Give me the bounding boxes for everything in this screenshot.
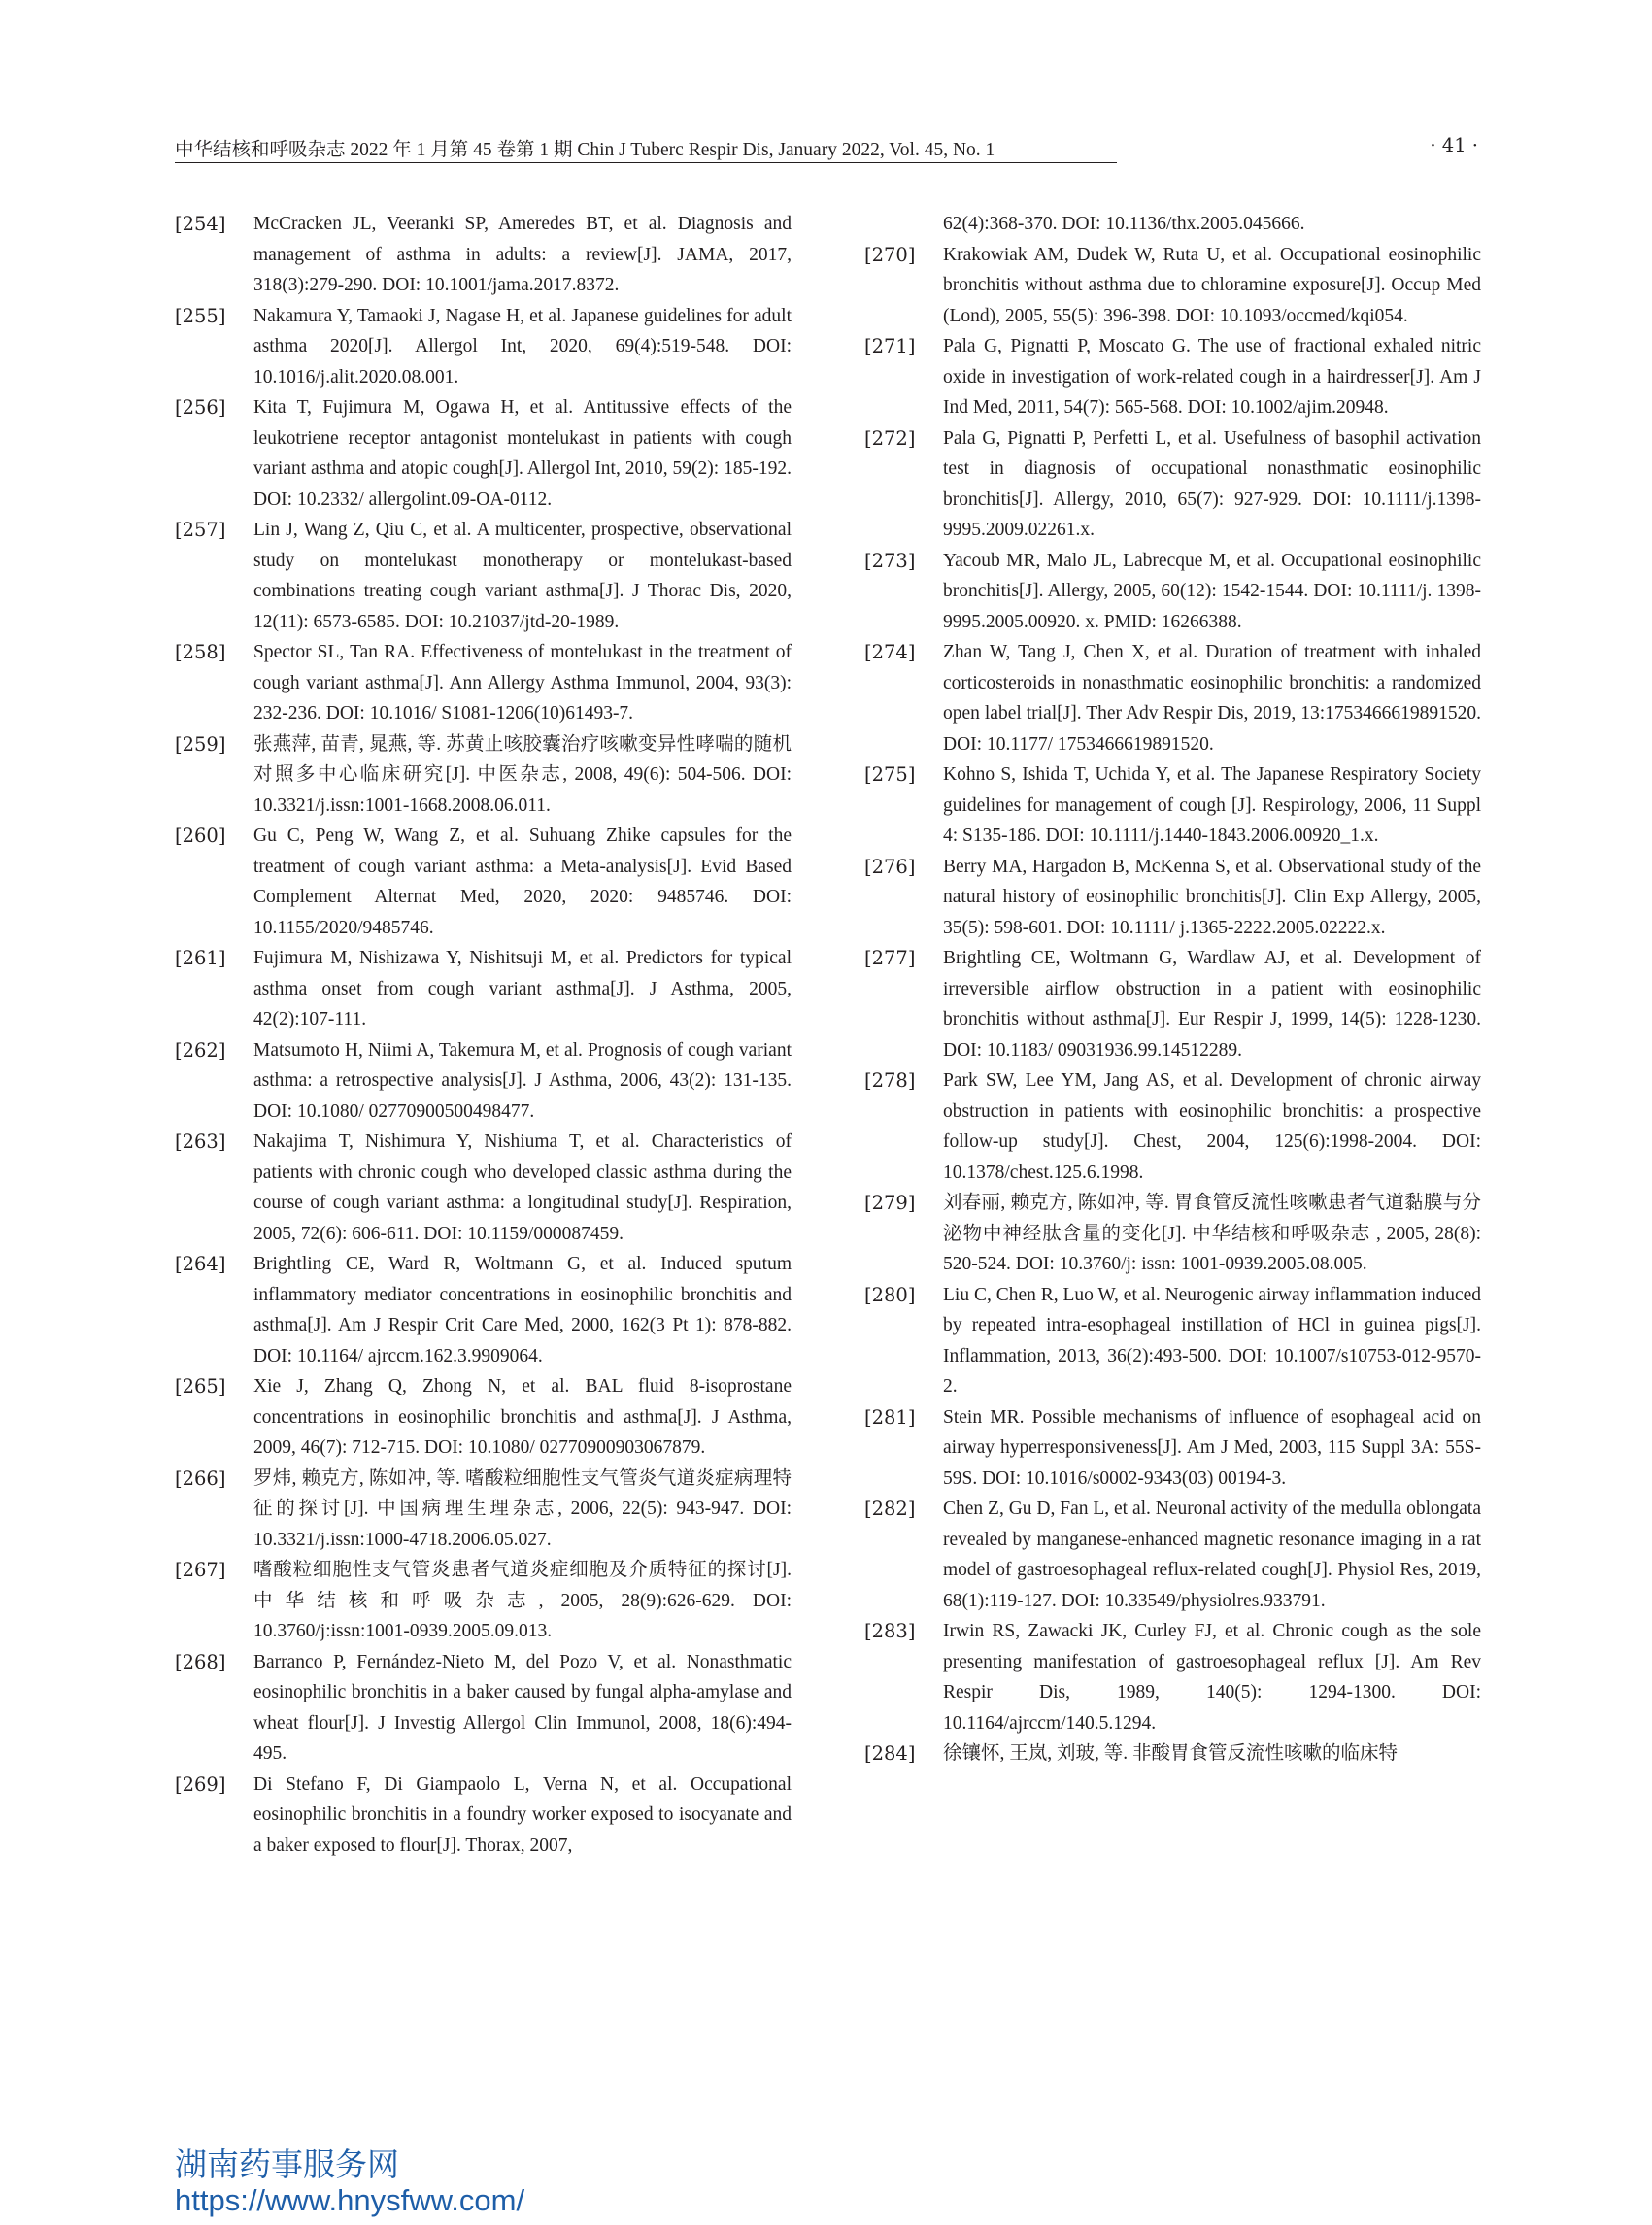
- reference-number: [277]: [864, 947, 916, 969]
- reference-number: [263]: [175, 1130, 226, 1153]
- reference-number: [279]: [864, 1192, 916, 1214]
- header-rule: [175, 162, 1117, 163]
- reference-text: Pala G, Pignatti P, Moscato G. The use of fractional exhaled nitric oxide in investigation of work-related cough in a hairdresser[J]. Am J Ind Med, 2011, 54(7): 565-568. DOI: 10.1002/ajim.20948.: [943, 336, 1481, 418]
- reference-number: [255]: [175, 304, 226, 327]
- reference-item: [864, 1402, 1481, 1495]
- reference-text: Xie J, Zhang Q, Zhong N, et al. BAL fluid 8-isoprostane concentrations in eosinophilic bronchitis and asthma[J]. J Asthma, 2009, 46(7): 712-715. DOI: 10.1080/ 02770900903067879.: [253, 1376, 792, 1458]
- reference-item: [864, 1065, 1481, 1188]
- reference-text: Pala G, Pignatti P, Perfetti L, et al. Usefulness of basophil activation test in diagnosis of occupational nonasthmatic eosinophilic bronchitis[J]. Allergy, 2010, 65(7): 927-929. DOI: 10.1111/j.1398-9995.2009.02261.x.: [943, 427, 1481, 540]
- running-header: [175, 134, 1478, 161]
- reference-item: [864, 852, 1481, 944]
- reference-text: Zhan W, Tang J, Chen X, et al. Duration of treatment with inhaled corticosteroids in nonasthmatic eosinophilic bronchitis: a randomized open label trial[J]. Ther Adv Respir Dis, 2019, 13:1753466619891520. DOI: 10.1177/ 1753466619891520.: [943, 642, 1481, 755]
- reference-text: Nakajima T, Nishimura Y, Nishiuma T, et al. Characteristics of patients with chronic cough who developed classic asthma during the course of cough variant asthma: a longitudinal study[J]. Respiration, 2005, 72(6): 606-611. DOI: 10.1159/000087459.: [253, 1131, 792, 1244]
- reference-text: Nakamura Y, Tamaoki J, Nagase H, et al. Japanese guidelines for adult asthma 2020[J]. Allergol Int, 2020, 69(4):519-548. DOI: 10.1016/j.alit.2020.08.001.: [253, 305, 792, 388]
- reference-number: [262]: [175, 1038, 226, 1062]
- reference-number: [276]: [864, 855, 916, 878]
- reference-item: [175, 729, 792, 822]
- reference-number: [282]: [864, 1498, 916, 1520]
- reference-number: [268]: [175, 1650, 226, 1673]
- reference-text: Di Stefano F, Di Giampaolo L, Verna N, et al. Occupational eosinophilic bronchitis in a foundry worker exposed to isocyanate and a baker exposed to flour[J]. Thorax, 2007,: [253, 1773, 792, 1856]
- reference-continuation: 62(4):368-370. DOI: 10.1136/thx.2005.045666.: [943, 214, 1305, 234]
- reference-item: [175, 1647, 792, 1770]
- reference-text: Yacoub MR, Malo JL, Labrecque M, et al. Occupational eosinophilic bronchitis[J]. Allergy, 2005, 60(12): 1542-1544. DOI: 10.1111/j. 1398-9995.2005.00920. x. PMID: 16266388.: [943, 550, 1481, 632]
- reference-text: Barranco P, Fernández-Nieto M, del Pozo V, et al. Nonasthmatic eosinophilic bronchitis in a baker caused by fungal alpha-amylase and wheat flour[J]. J Investig Allergol Clin Immunol, 2008, 18(6):494-495.: [253, 1651, 792, 1764]
- reference-item: [175, 821, 792, 943]
- watermark: [175, 2146, 524, 2218]
- reference-number: [274]: [864, 641, 916, 663]
- reference-number: [269]: [175, 1772, 226, 1796]
- reference-number: [254]: [175, 213, 226, 235]
- reference-number: [258]: [175, 641, 226, 663]
- reference-item: [864, 1188, 1481, 1280]
- reference-item: [864, 1280, 1481, 1402]
- reference-item: [175, 1249, 792, 1371]
- reference-item: [175, 209, 792, 301]
- reference-item: [864, 546, 1481, 638]
- reference-item: [175, 1035, 792, 1128]
- reference-number: [270]: [864, 243, 916, 266]
- reference-item: [175, 301, 792, 393]
- reference-number: [280]: [864, 1283, 916, 1306]
- page-number: · 41 ·: [1430, 134, 1478, 156]
- reference-number: [272]: [864, 426, 916, 450]
- reference-text: 徐镶怀, 王岚, 刘玻, 等. 非酸胃食管反流性咳嗽的临床特: [943, 1743, 1399, 1764]
- reference-text: Irwin RS, Zawacki JK, Curley FJ, et al. Chronic cough as the sole presenting manifestation of gastroesophageal reflux [J]. Am Rev Respir Dis, 1989, 140(5): 1294-1300. DOI: 10.1164/ajrccm/140.5.1294.: [943, 1621, 1481, 1734]
- reference-number: [284]: [864, 1742, 916, 1765]
- reference-number: [267]: [175, 1559, 226, 1581]
- reference-item: [175, 1555, 792, 1647]
- reference-item: [175, 392, 792, 515]
- reference-number: [264]: [175, 1253, 226, 1275]
- reference-item: [864, 423, 1481, 546]
- reference-text: Berry MA, Hargadon B, McKenna S, et al. Observational study of the natural history of eosinophilic bronchitis[J]. Clin Exp Allergy, 2005, 35(5): 598-601. DOI: 10.1111/ j.1365-2222.2005.02222.x.: [943, 856, 1481, 938]
- reference-number: [256]: [175, 396, 226, 419]
- reference-item: [864, 759, 1481, 852]
- reference-text: Park SW, Lee YM, Jang AS, et al. Development of chronic airway obstruction in patients with eosinophilic bronchitis: a prospective follow-up study[J]. Chest, 2004, 125(6):1998-2004. DOI: 10.1378/chest.125.6.1998.: [943, 1070, 1481, 1183]
- reference-text: Brightling CE, Woltmann G, Wardlaw AJ, et al. Development of irreversible airflow obstruction in a patient with eosinophilic bronchitis without asthma[J]. Eur Respir J, 1999, 14(5): 1228-1230. DOI: 10.1183/ 09031936.99.14512289.: [943, 948, 1481, 1061]
- reference-number: [259]: [175, 732, 226, 756]
- reference-number: [281]: [864, 1405, 916, 1429]
- reference-item: [864, 240, 1481, 332]
- reference-number: [266]: [175, 1466, 226, 1490]
- reference-text: Krakowiak AM, Dudek W, Ruta U, et al. Occupational eosinophilic bronchitis without asthma due to chloramine exposure[J]. Occup Med (Lond), 2005, 55(5): 396-398. DOI: 10.1093/occmed/kqi054.: [943, 244, 1481, 326]
- reference-item: [175, 1770, 792, 1862]
- reference-number: [261]: [175, 947, 226, 969]
- reference-number: [257]: [175, 519, 226, 541]
- watermark-site-name: 湖南药事服务网: [175, 2145, 399, 2183]
- reference-text: McCracken JL, Veeranki SP, Ameredes BT, et al. Diagnosis and management of asthma in adults: a review[J]. JAMA, 2017, 318(3):279-290. DOI: 10.1001/jama.2017.8372.: [253, 214, 792, 295]
- reference-number: [271]: [864, 335, 916, 357]
- journal-header-title: 中华结核和呼吸杂志 2022 年 1 月第 45 卷第 1 期 Chin J Tuberc Respir Dis, January 2022, Vol. 45, No. 1: [175, 140, 995, 160]
- reference-text: Fujimura M, Nishizawa Y, Nishitsuji M, et al. Predictors for typical asthma onset from cough variant asthma[J]. J Asthma, 2005, 42(2):107-111.: [253, 948, 792, 1029]
- reference-item: [175, 1371, 792, 1464]
- reference-item: [864, 637, 1481, 759]
- references-right-column: [864, 209, 1481, 1770]
- reference-item: [175, 1464, 792, 1556]
- reference-item: [175, 1127, 792, 1249]
- reference-number: [273]: [864, 549, 916, 572]
- reference-text: 刘春丽, 赖克方, 陈如冲, 等. 胃食管反流性咳嗽患者气道黏膜与分泌物中神经肽含量的变化[J]. 中华结核和呼吸杂志 , 2005, 28(8): 520-524. DOI: 10.3760/j: issn: 1001-0939.2005.08.005.: [943, 1193, 1481, 1274]
- reference-item: [864, 331, 1481, 423]
- reference-text: Brightling CE, Ward R, Woltmann G, et al. Induced sputum inflammatory mediator concentrations in eosinophilic bronchitis and asthma[J]. Am J Respir Crit Care Med, 2000, 162(3 Pt 1): 878-882. DOI: 10.1164/ ajrccm.162.3.9909064.: [253, 1254, 792, 1366]
- reference-item: [175, 515, 792, 637]
- reference-text: Stein MR. Possible mechanisms of influence of esophageal acid on airway hyperresponsiveness[J]. Am J Med, 2003, 115 Suppl 3A: 55S-59S. DOI: 10.1016/s0002-9343(03) 00194-3.: [943, 1406, 1481, 1489]
- reference-text: Matsumoto H, Niimi A, Takemura M, et al. Prognosis of cough variant asthma: a retrospective analysis[J]. J Asthma, 2006, 43(2): 131-135. DOI: 10.1080/ 02770900500498477.: [253, 1039, 792, 1122]
- reference-item: [175, 637, 792, 729]
- reference-number: [278]: [864, 1069, 916, 1092]
- reference-number: [260]: [175, 825, 226, 847]
- watermark-url: https://www.hnysfww.com/: [175, 2183, 525, 2217]
- reference-text: Spector SL, Tan RA. Effectiveness of montelukast in the treatment of cough variant asthma[J]. Ann Allergy Asthma Immunol, 2004, 93(3): 232-236. DOI: 10.1016/ S1081-1206(10)61493-7.: [253, 642, 792, 724]
- reference-text: Lin J, Wang Z, Qiu C, et al. A multicenter, prospective, observational study on montelukast monotherapy or montelukast-based combinations treating cough variant asthma[J]. J Thorac Dis, 2020, 12(11): 6573-6585. DOI: 10.21037/jtd-20-1989.: [253, 520, 792, 632]
- reference-number: [283]: [864, 1620, 916, 1642]
- reference-number: [275]: [864, 763, 916, 786]
- reference-text: Kita T, Fujimura M, Ogawa H, et al. Antitussive effects of the leukotriene receptor antagonist montelukast in patients with cough variant asthma and atopic cough[J]. Allergol Int, 2010, 59(2): 185-192. DOI: 10.2332/ allergolint.09-OA-0112.: [253, 397, 792, 510]
- reference-text: Chen Z, Gu D, Fan L, et al. Neuronal activity of the medulla oblongata revealed by manganese-enhanced magnetic resonance imaging in a rat model of gastroesophageal reflux-related cough[J]. Physiol Res, 2019, 68(1):119-127. DOI: 10.33549/physiolres.933791.: [943, 1499, 1481, 1611]
- reference-text: 罗炜, 赖克方, 陈如冲, 等. 嗜酸粒细胞性支气管炎气道炎症病理特征的探讨[J]. 中国病理生理杂志, 2006, 22(5): 943-947. DOI: 10.3321/j.issn:1000-4718.2006.05.027.: [253, 1467, 792, 1550]
- reference-text: 嗜酸粒细胞性支气管炎患者气道炎症细胞及介质特征的探讨[J]. 中华结核和呼吸杂志, 2005, 28(9):626-629. DOI: 10.3760/j:issn:1001-0939.2005.09.013.: [253, 1560, 792, 1641]
- reference-item: [864, 1738, 1481, 1770]
- reference-text: Gu C, Peng W, Wang Z, et al. Suhuang Zhike capsules for the treatment of cough variant asthma: a Meta-analysis[J]. Evid Based Complement Alternat Med, 2020, 2020: 9485746. DOI: 10.1155/2020/9485746.: [253, 826, 792, 938]
- reference-text: Kohno S, Ishida T, Uchida Y, et al. The Japanese Respiratory Society guidelines for management of cough [J]. Respirology, 2006, 11 Suppl 4: S135-186. DOI: 10.1111/j.1440-1843.2006.00920_1.x.: [943, 764, 1481, 846]
- reference-item: [864, 1494, 1481, 1616]
- reference-item: [864, 1616, 1481, 1738]
- reference-item: [864, 943, 1481, 1065]
- reference-text: 张燕萍, 苗青, 晁燕, 等. 苏黄止咳胶囊治疗咳嗽变异性哮喘的随机对照多中心临床研究[J]. 中医杂志, 2008, 49(6): 504-506. DOI: 10.3321/j.issn:1001-1668.2008.06.011.: [253, 733, 792, 816]
- reference-text: Liu C, Chen R, Luo W, et al. Neurogenic airway inflammation induced by repeated intra-esophageal instillation of HCl in guinea pigs[J]. Inflammation, 2013, 36(2):493-500. DOI: 10.1007/s10753-012-9570-2.: [943, 1284, 1481, 1397]
- reference-number: [265]: [175, 1375, 226, 1398]
- references-left-column: [175, 209, 792, 1861]
- reference-item: [175, 943, 792, 1035]
